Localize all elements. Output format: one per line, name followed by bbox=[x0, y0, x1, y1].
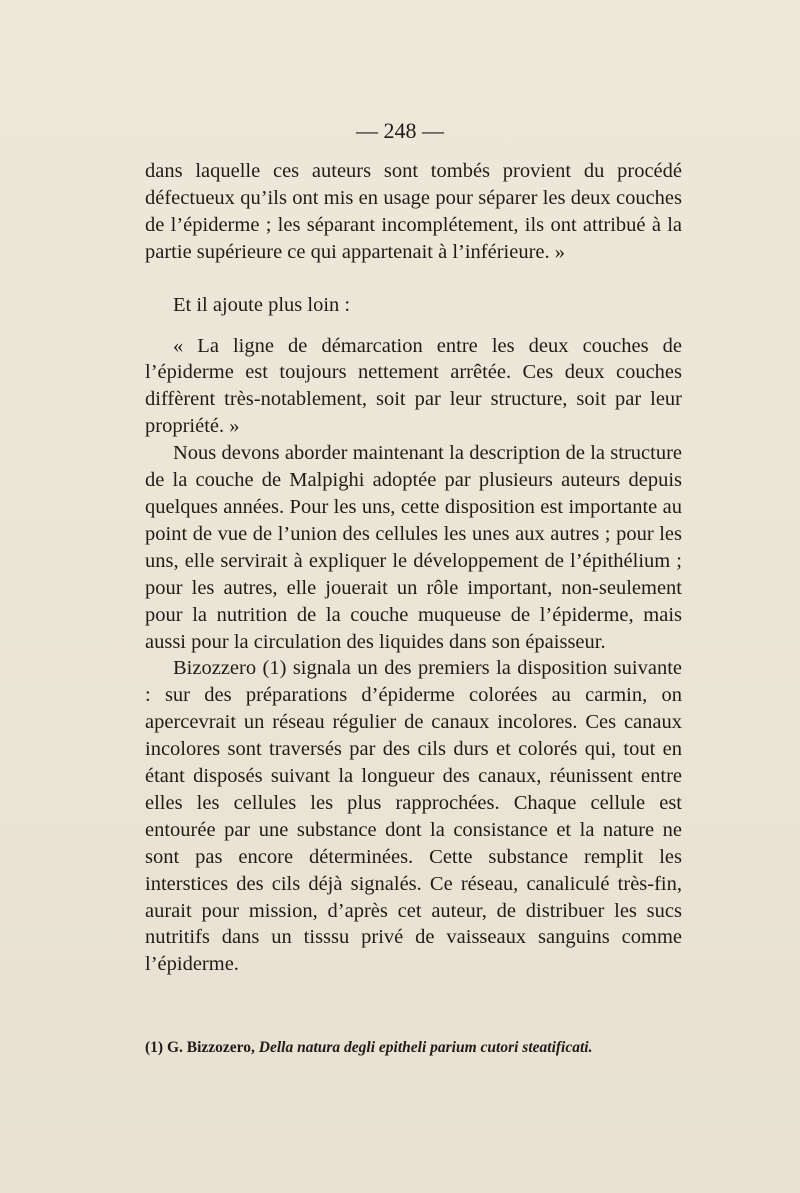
paragraph-bizozzero: Bizozzero (1) signala un des premiers la disposition suivante : sur des préparations d’épiderme colorées au carmin, on apercevrait un réseau régulier de canaux incolores. Ces canaux incolores sont traversés par des cils durs et colorés qui, tout en étant disposés suivant la longueur des canaux, réunissent entre elles les cellules les plus rapprochées. Chaque cellule est entourée par une substance dont la consistance et la nature ne sont pas encore déterminées. Cette substance remplit les interstices des cils déjà signalés. Ce réseau, canaliculé très-fin, aurait pour mission, d’après cet auteur, de distribuer les sucs nutritifs dans un tisssu privé de vaisseaux sanguins comme l’épiderme. bbox=[145, 657, 682, 976]
footnote-marker: (1) G. Bizzozero, bbox=[145, 1039, 255, 1056]
footnote-title: Della natura degli epitheli parium cutori steatificati. bbox=[258, 1039, 593, 1056]
body-text bbox=[145, 158, 682, 978]
paragraph-ajoute: Et il ajoute plus loin : bbox=[173, 293, 351, 316]
paragraph-malpighi: Nous devons aborder maintenant la description de la structure de la couche de Malpighi adoptée par plusieurs auteurs depuis quelques années. Pour les uns, cette disposition est importante au point de vue de l’union des cellules les unes aux autres ; pour les uns, elle servirait à expliquer le développement de l’épithélium ; pour les autres, elle jouerait un rôle important, non-seulement pour la nutrition de la couche muqueuse de l’épiderme, mais aussi pour la circulation des liquides dans son épaisseur. bbox=[145, 442, 682, 653]
footnote bbox=[145, 1038, 682, 1058]
page-number: — 248 — bbox=[356, 118, 444, 143]
paragraph-quote: « La ligne de démarcation entre les deux couches de l’épiderme est toujours nettement arrêtée. Ces deux couches diffèrent très-notablement, soit par leur structure, soit par leur propriété. » bbox=[145, 334, 682, 438]
paragraph-continuation: dans laquelle ces auteurs sont tombés provient du procédé défectueux qu’ils ont mis en usage pour séparer les deux couches de l’épiderme ; les séparant incomplétement, ils ont attribué à la partie supérieure ce qui appartenait à l’inférieure. » bbox=[145, 160, 682, 263]
